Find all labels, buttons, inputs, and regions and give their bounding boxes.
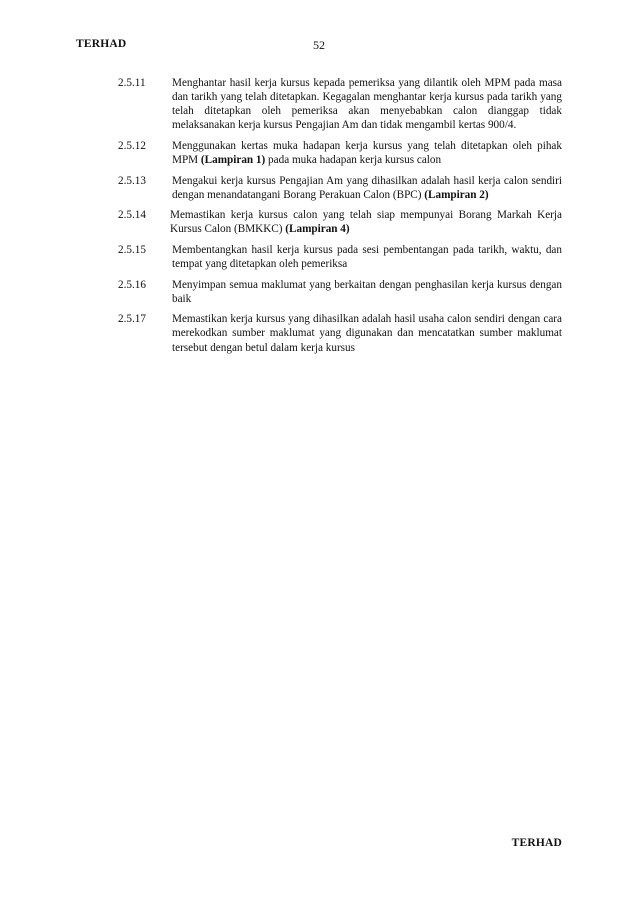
item-text-part: Memastikan kerja kursus calon yang telah siap mempunyai Borang Markah Kerja Kursus Calon (BMKKC)	[170, 209, 562, 236]
item-text: Menyimpan semua maklumat yang berkaitan dengan penghasilan kerja kursus dengan baik	[172, 278, 562, 305]
appendix-reference: (Lampiran 4)	[285, 223, 350, 236]
list-item	[118, 208, 562, 236]
item-text-part: Menggunakan kertas muka hadapan kerja kursus yang telah ditetapkan oleh pihak MPM	[172, 139, 562, 166]
item-number: 2.5.17	[118, 313, 146, 326]
list-item	[118, 278, 562, 306]
list-item	[118, 174, 562, 202]
item-text-part: Mengakui kerja kursus Pengajian Am yang dihasilkan adalah hasil kerja calon sendiri dengan menandatangani Borang Perakuan Calon (BPC)	[172, 174, 562, 201]
item-number: 2.5.14	[118, 209, 146, 222]
appendix-reference: (Lampiran 2)	[424, 188, 489, 201]
item-text-part: pada muka hadapan kerja kursus calon	[265, 153, 442, 166]
list-item	[118, 243, 562, 271]
item-number: 2.5.12	[118, 139, 146, 152]
header-classification: TERHAD	[76, 38, 127, 50]
list-item	[118, 139, 562, 167]
item-text	[172, 139, 562, 167]
item-text: Memastikan kerja kursus yang dihasilkan adalah hasil usaha calon sendiri dengan cara merekodkan sumber maklumat yang digunakan dan mencatatkan sumber maklumat tersebut dengan betul dalam kerja kursus	[172, 313, 562, 354]
list-item	[118, 312, 562, 354]
item-text: Membentangkan hasil kerja kursus pada sesi pembentangan pada tarikh, waktu, dan tempat yang ditetapkan oleh pemeriksa	[172, 243, 562, 271]
page-number: 52	[313, 38, 325, 52]
list-item	[118, 76, 562, 132]
appendix-reference: (Lampiran 1)	[200, 153, 266, 166]
item-text: Menghantar hasil kerja kursus kepada pemeriksa yang dilantik oleh MPM pada masa dan tarikh yang telah ditetapkan. Kegagalan menghantar kerja kursus pada tarikh yang telah ditetapkan oleh pemeriksa akan menyebabkan calon dianggap tidak melaksanakan kerja kursus Pengajian Am dan tidak mengambil kertas 900/4.	[172, 77, 562, 132]
footer-classification: TERHAD	[511, 837, 562, 849]
item-text	[172, 174, 562, 202]
item-text	[170, 208, 562, 236]
item-number: 2.5.11	[118, 77, 146, 89]
rules-list	[118, 76, 562, 361]
item-number: 2.5.16	[118, 278, 146, 291]
item-number: 2.5.15	[118, 243, 146, 256]
item-number: 2.5.13	[118, 174, 146, 187]
